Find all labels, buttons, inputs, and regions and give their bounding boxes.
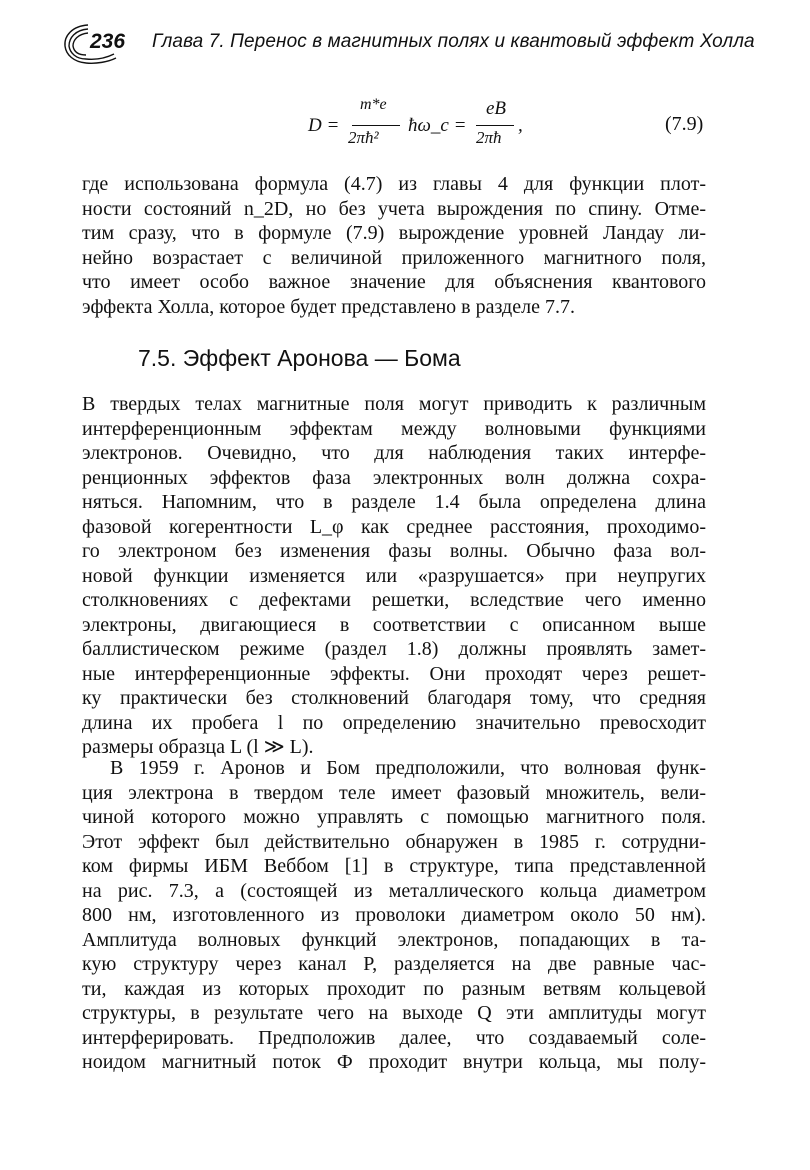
eq-frac1-denominator: 2πħ² — [348, 128, 379, 147]
text-line: интерференционным эффектам между волновыми функциями — [82, 417, 706, 440]
text-line: структуры, в результате чего на выходе Q эти амплитуды могут — [82, 1002, 706, 1024]
text-line: электроны, двигающиеся в соответствии с описанном выше — [82, 613, 706, 636]
text-line: ку практически без столкновений благодаря тому, что средняя — [82, 687, 706, 709]
text-line: чиной которого можно управлять с помощью магнитного поля. — [82, 806, 706, 828]
eq-lhs: D = — [308, 115, 340, 136]
text-line: длина их пробега l по определению значительно превосходит — [82, 711, 706, 734]
eq-frac2-bar — [476, 125, 514, 126]
text-line: что имеет особо важное значение для объяснения квантового — [82, 271, 706, 293]
paragraph-3 — [82, 756, 706, 1075]
text-line: где использована формула (4.7) из главы 4 для функции плот- — [82, 173, 706, 195]
eq-tail: , — [518, 115, 523, 136]
text-line: кую структуру через канал P, разделяется на две равные час- — [82, 953, 706, 975]
text-line: Амплитуда волновых функций электронов, попадающих в та- — [82, 928, 706, 951]
text-line: столкновениях с дефектами решетки, вследствие чего именно — [82, 589, 706, 611]
eq-frac2-denominator: 2πħ — [476, 128, 502, 147]
text-line: новой функции изменяется или «разрушается» при неупругих — [82, 564, 706, 587]
text-line: интерферировать. Предположив далее, что создаваемый соле- — [82, 1026, 706, 1049]
eq-frac2-numerator: eB — [486, 98, 507, 119]
text-line: ти, каждая из которых проходит по разным ветвям кольцевой — [82, 977, 706, 1000]
text-line: 800 нм, изготовленного из проволоки диаметром около 50 нм). — [82, 904, 706, 926]
text-line: няться. Напомним, что в разделе 1.4 была определена длина — [82, 491, 706, 513]
text-line: ные интерференционные эффекты. Они проходят через решет- — [82, 662, 706, 685]
text-line: ком фирмы ИБМ Веббом [1] в структуре, типа представленной — [82, 855, 706, 877]
text-line: ция электрона в твердом теле имеет фазовый множитель, вели- — [82, 781, 706, 804]
running-header — [60, 22, 755, 66]
text-line: го электроном без изменения фазы волны. Обычно фаза вол- — [82, 540, 706, 562]
text-line: тим сразу, что в формуле (7.9) вырождение уровней Ландау ли- — [82, 222, 706, 244]
text-line: эффекта Холла, которое будет представлено в разделе 7.7. — [82, 295, 575, 318]
text-line: В 1959 г. Аронов и Бом предположили, что волновая функ- — [110, 757, 706, 779]
text-line: баллистическом режиме (раздел 1.8) должны проявлять замет- — [82, 638, 706, 660]
text-line: электронов. Очевидно, что для наблюдения таких интерфе- — [82, 442, 706, 464]
paragraph-1 — [82, 172, 706, 319]
text-line: на рис. 7.3, a (состоящей из металлического кольца диаметром — [82, 879, 706, 902]
text-line: Этот эффект был действительно обнаружен в 1985 г. сотрудни- — [82, 830, 706, 853]
section-heading: 7.5. Эффект Аронова — Бома — [138, 345, 461, 371]
page-number: 236 — [90, 30, 126, 53]
eq-frac1-bar — [352, 125, 400, 126]
equation-number: (7.9) — [665, 113, 704, 135]
text-line: размеры образца L (l ≫ L). — [82, 736, 314, 758]
text-line: ноидом магнитный поток Ф проходит внутри кольца, мы полу- — [82, 1051, 706, 1073]
text-line: фазовой когерентности L_φ как среднее расстояния, проходимо- — [82, 515, 706, 538]
eq-frac1-numerator: m*e — [360, 96, 387, 113]
text-line: ности состояний n_2D, но без учета вырождения по спину. Отме- — [82, 197, 706, 220]
text-line: ренционных эффектов фаза электронных волн должна сохра- — [82, 466, 706, 489]
text-line: нейно возрастает с величиной приложенного магнитного поля, — [82, 246, 706, 269]
paragraph-2 — [82, 392, 706, 760]
equation-7-9 — [308, 96, 528, 152]
text-line: В твердых телах магнитные поля могут приводить к различным — [82, 393, 706, 415]
running-title: Глава 7. Перенос в магнитных полях и квантовый эффект Холла — [152, 31, 755, 52]
eq-middle: ħω_c = — [408, 115, 467, 136]
